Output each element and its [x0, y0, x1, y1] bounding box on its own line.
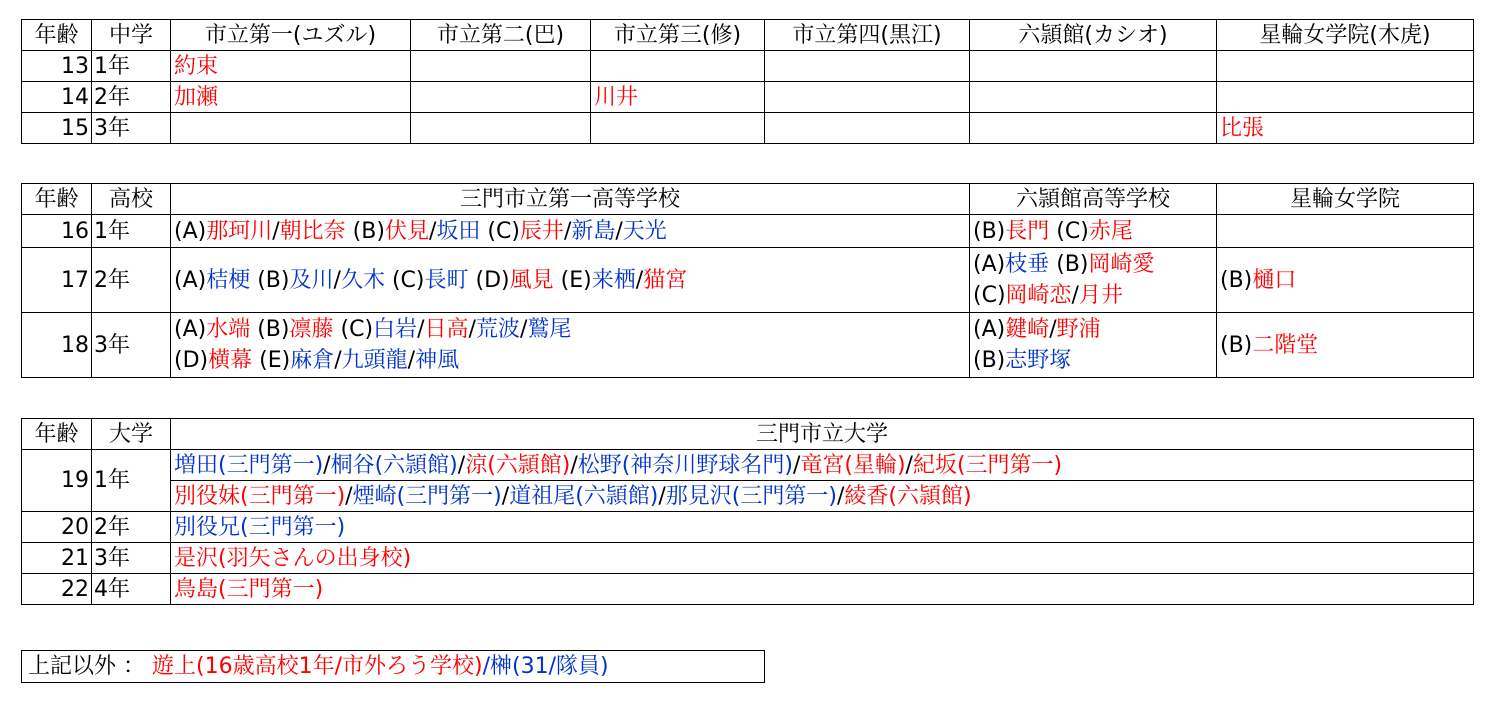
name-entry: 遊上(16歳高校1年/市外ろう学校) — [152, 654, 483, 679]
name-entry: / — [570, 452, 578, 478]
name-entry: 風見 — [509, 267, 554, 293]
name-cell — [591, 82, 765, 113]
name-cell — [171, 543, 1474, 574]
name-cell — [171, 215, 970, 248]
name-entry: 紀坂(三門第一) — [912, 452, 1063, 478]
name-line — [174, 314, 966, 345]
name-entry: (A) — [174, 267, 207, 293]
name-entry: / — [1071, 283, 1079, 308]
grade-cell: 1年 — [92, 215, 171, 248]
header-school: 三門市立第一高等学校 — [171, 184, 970, 215]
name-entry: 来栖 — [591, 267, 636, 293]
table-row — [22, 51, 1474, 82]
name-entry: (B) — [1220, 332, 1253, 358]
name-entry: 竜宮(星輪) — [800, 452, 906, 478]
age-cell: 21 — [22, 543, 92, 574]
name-entry: (D) — [468, 267, 510, 293]
name-cell — [765, 82, 970, 113]
name-entry: 是沢(羽矢さんの出身校) — [174, 545, 412, 571]
table-row — [22, 248, 1474, 313]
name-cell — [591, 51, 765, 82]
table-row — [22, 215, 1474, 248]
name-entry: 白岩 — [373, 317, 418, 342]
name-entry: / — [334, 348, 342, 373]
middle-school-table — [21, 19, 1474, 144]
name-cell — [1217, 215, 1474, 248]
name-cell — [411, 51, 591, 82]
header-school: 市立第一(ユズル) — [171, 20, 411, 51]
header-age: 年齢 — [22, 20, 92, 51]
high-school-table — [21, 183, 1474, 378]
name-entry: / — [836, 483, 845, 509]
header-age: 年齢 — [22, 184, 92, 215]
name-entry: 二階堂 — [1252, 332, 1319, 358]
grade-cell: 1年 — [92, 51, 171, 82]
name-entry: 那珂川 — [206, 218, 273, 244]
name-entry: / — [345, 483, 353, 509]
name-entry: (B) — [1049, 252, 1089, 277]
name-cell — [411, 82, 591, 113]
name-cell — [171, 450, 1474, 481]
name-entry: / — [428, 218, 437, 244]
name-entry: / — [563, 218, 572, 244]
university-table — [21, 418, 1474, 605]
name-entry: 猫宮 — [643, 267, 688, 293]
name-entry: (E) — [553, 267, 592, 293]
name-entry: (A) — [973, 252, 1006, 277]
age-cell: 15 — [22, 113, 92, 144]
name-entry: / — [1049, 317, 1057, 342]
middle-header-row — [22, 20, 1474, 51]
name-entry: (A) — [174, 218, 207, 244]
name-cell — [970, 313, 1217, 378]
name-entry: (D) — [174, 348, 209, 373]
name-entry: (B) — [345, 218, 385, 244]
name-entry: 長町 — [424, 267, 469, 293]
header-school: 六頴館高等学校 — [970, 184, 1217, 215]
grade-cell: 3年 — [92, 543, 171, 574]
name-cell — [171, 113, 411, 144]
table-row — [22, 481, 1474, 512]
table-row — [22, 450, 1474, 481]
name-entry: / — [468, 317, 476, 342]
name-entry: 荒波 — [475, 317, 520, 342]
name-entry: 比張 — [1220, 115, 1265, 141]
name-line — [174, 268, 687, 293]
name-entry: 新島 — [571, 218, 616, 244]
name-entry: / — [417, 317, 425, 342]
name-entry: (B) — [973, 218, 1006, 244]
name-entry: 長門 — [1005, 218, 1050, 244]
name-line — [973, 345, 1213, 376]
name-entry: 及川 — [289, 267, 334, 293]
name-cell — [765, 113, 970, 144]
university-header-row — [22, 419, 1474, 450]
header-school: 星輪女学院 — [1217, 184, 1474, 215]
header-school-level: 大学 — [92, 419, 171, 450]
name-entry: 久木 — [340, 267, 385, 293]
grade-cell: 4年 — [92, 574, 171, 605]
name-entry: 松野(神奈川野球名門) — [577, 452, 793, 478]
name-cell — [591, 113, 765, 144]
age-cell: 16 — [22, 215, 92, 248]
name-entry: (B) — [973, 348, 1006, 373]
header-school: 市立第二(巴) — [411, 20, 591, 51]
name-cell — [171, 51, 411, 82]
name-entry: / — [635, 267, 644, 293]
name-entry: 鳥島(三門第一) — [174, 576, 324, 602]
header-school: 星輪女学院(木虎) — [1217, 20, 1474, 51]
grade-cell: 3年 — [92, 313, 171, 378]
name-cell — [171, 574, 1474, 605]
name-cell — [171, 313, 970, 378]
age-cell: 13 — [22, 51, 92, 82]
name-entry: (A) — [973, 317, 1006, 342]
name-entry: / — [519, 317, 528, 342]
others-cell — [22, 651, 765, 683]
name-entry: 増田(三門第一) — [174, 452, 324, 478]
name-entry: 桐谷(六頴館) — [330, 452, 458, 478]
name-cell — [171, 481, 1474, 512]
name-entry: 桔梗 — [206, 267, 251, 293]
name-entry: 赤尾 — [1088, 218, 1133, 244]
grade-cell: 2年 — [92, 248, 171, 313]
table-row — [22, 512, 1474, 543]
name-entry: 野浦 — [1056, 317, 1101, 342]
grade-cell: 1年 — [92, 450, 171, 512]
name-entry: / — [272, 218, 280, 244]
name-cell — [1217, 313, 1474, 378]
name-entry: / — [482, 654, 490, 679]
name-entry: 那見沢(三門第一) — [665, 483, 837, 509]
name-entry: / — [323, 452, 331, 478]
name-entry: (C) — [333, 317, 374, 342]
name-line — [1220, 333, 1318, 358]
name-cell — [1217, 248, 1474, 313]
name-entry: 麻倉 — [290, 348, 335, 373]
name-entry: (E) — [252, 348, 291, 373]
name-entry: (C) — [480, 218, 520, 244]
name-line — [174, 345, 966, 376]
table-row — [22, 574, 1474, 605]
name-entry: / — [407, 348, 416, 373]
name-entry: 鷲尾 — [527, 317, 572, 342]
name-cell — [1217, 82, 1474, 113]
name-entry: 別役妹(三門第一) — [174, 483, 346, 509]
grade-cell: 3年 — [92, 113, 171, 144]
name-entry: 坂田 — [436, 218, 481, 244]
name-entry: 約束 — [174, 53, 219, 79]
name-entry: / — [658, 483, 666, 509]
name-entry: (B) — [250, 267, 290, 293]
name-entry: 鍵崎 — [1005, 317, 1050, 342]
name-entry: 朝比奈 — [279, 218, 346, 244]
name-entry: 岡崎恋 — [1005, 283, 1072, 308]
name-line — [973, 219, 1133, 244]
header-school: 市立第四(黒江) — [765, 20, 970, 51]
header-school: 三門市立大学 — [171, 419, 1474, 450]
name-entry: 横幕 — [208, 348, 253, 373]
name-entry: 煙崎(三門第一) — [352, 483, 502, 509]
name-line — [1220, 268, 1296, 293]
age-cell: 22 — [22, 574, 92, 605]
table-row — [22, 543, 1474, 574]
name-entry: / — [615, 218, 623, 244]
name-entry: (C) — [973, 283, 1006, 308]
name-entry: (C) — [1049, 218, 1089, 244]
name-line — [174, 219, 667, 244]
name-cell — [970, 51, 1217, 82]
name-entry: 凛藤 — [289, 317, 334, 342]
name-entry: / — [333, 267, 341, 293]
name-entry: 志野塚 — [1005, 348, 1072, 373]
name-cell — [765, 51, 970, 82]
name-entry: 九頭龍 — [341, 348, 408, 373]
name-entry: (C) — [384, 267, 425, 293]
name-line — [973, 249, 1213, 280]
age-cell: 19 — [22, 450, 92, 512]
name-cell — [1217, 51, 1474, 82]
high-header-row — [22, 184, 1474, 215]
table-row — [22, 113, 1474, 144]
name-entry: (B) — [1220, 267, 1253, 293]
name-cell — [411, 113, 591, 144]
name-entry: 道祖尾(六頴館) — [509, 483, 659, 509]
name-cell — [970, 215, 1217, 248]
name-entry: 加瀬 — [174, 84, 219, 110]
name-entry: / — [457, 452, 466, 478]
name-entry: 綾香(六頴館) — [844, 483, 972, 509]
name-entry: 水端 — [206, 317, 251, 342]
name-entry: 天光 — [622, 218, 667, 244]
name-line — [973, 280, 1213, 311]
name-entry: 榊(31/隊員) — [490, 654, 609, 679]
name-entry: 川井 — [594, 84, 639, 110]
name-entry: / — [905, 452, 913, 478]
name-cell — [171, 82, 411, 113]
name-entry: 日高 — [424, 317, 469, 342]
name-cell — [970, 248, 1217, 313]
name-entry: 伏見 — [384, 218, 429, 244]
name-entry: 月井 — [1078, 283, 1123, 308]
name-cell — [970, 113, 1217, 144]
others-row — [22, 651, 765, 683]
name-entry: 枝垂 — [1005, 252, 1050, 277]
name-cell — [1217, 113, 1474, 144]
grade-cell: 2年 — [92, 82, 171, 113]
others-table — [21, 650, 765, 683]
table-row — [22, 82, 1474, 113]
name-entry: 神風 — [415, 348, 460, 373]
header-school-level: 中学 — [92, 20, 171, 51]
header-age: 年齢 — [22, 419, 92, 450]
name-entry: 岡崎愛 — [1088, 252, 1155, 277]
age-cell: 18 — [22, 313, 92, 378]
grade-cell: 2年 — [92, 512, 171, 543]
others-label: 上記以外 ： — [28, 654, 152, 679]
name-entry: 樋口 — [1252, 267, 1297, 293]
name-entry: (B) — [250, 317, 290, 342]
age-cell: 17 — [22, 248, 92, 313]
name-entry: / — [501, 483, 510, 509]
name-cell — [970, 82, 1217, 113]
age-cell: 20 — [22, 512, 92, 543]
name-entry: (A) — [174, 317, 207, 342]
header-school-level: 高校 — [92, 184, 171, 215]
name-cell — [171, 512, 1474, 543]
name-line — [973, 314, 1213, 345]
header-school: 六頴館(カシオ) — [970, 20, 1217, 51]
name-entry: 辰井 — [519, 218, 564, 244]
name-entry: 涼(六頴館) — [465, 452, 571, 478]
name-cell — [171, 248, 970, 313]
table-row — [22, 313, 1474, 378]
age-cell: 14 — [22, 82, 92, 113]
name-entry: 別役兄(三門第一) — [174, 514, 346, 540]
header-school: 市立第三(修) — [591, 20, 765, 51]
name-entry: / — [792, 452, 801, 478]
